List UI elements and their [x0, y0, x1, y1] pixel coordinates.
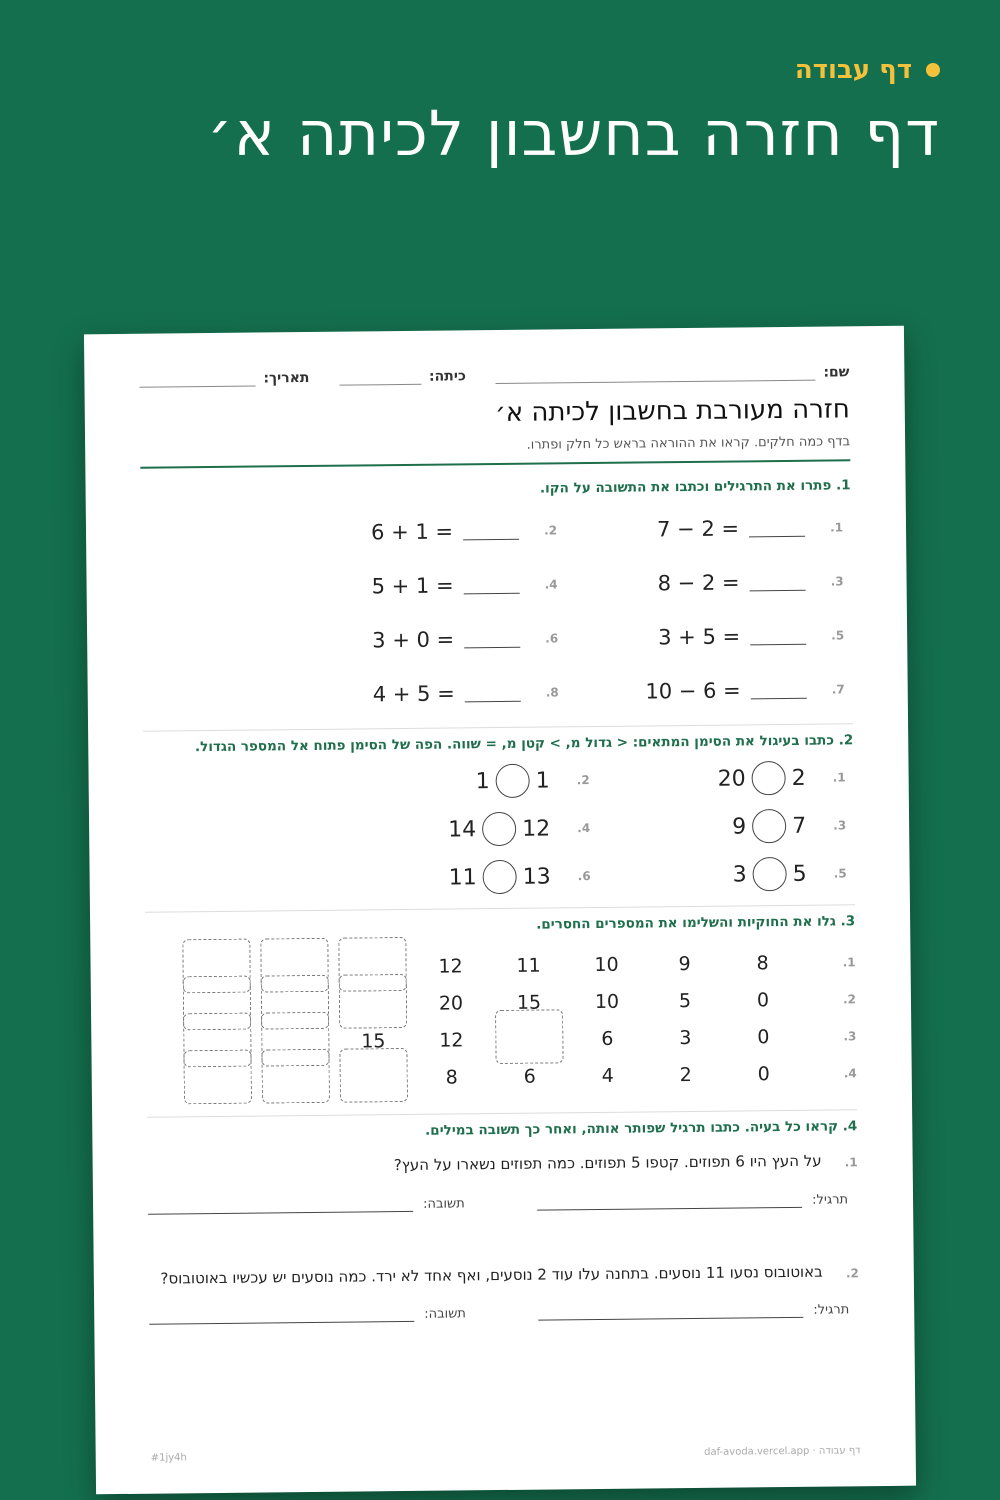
sign-circle[interactable]	[482, 860, 516, 894]
compare-left: 12	[522, 815, 551, 842]
compare-right: 9	[732, 813, 747, 840]
exercise-expr: 8 − 2 =	[657, 570, 740, 596]
item-number: 2.	[576, 773, 590, 788]
item-number: 2.	[845, 1265, 859, 1280]
sequence-cell: 20	[438, 991, 464, 1015]
date-field[interactable]	[139, 370, 309, 388]
sign-circle[interactable]	[751, 761, 785, 795]
exercise-label: תרגיל:	[813, 1302, 850, 1318]
answer-line[interactable]	[465, 684, 521, 703]
banner	[207, 55, 940, 170]
exercise-item	[557, 569, 843, 596]
sheet-footer	[151, 1445, 861, 1463]
class-field[interactable]	[339, 368, 466, 385]
sequence-cell: 0	[757, 1025, 770, 1048]
compare-item	[590, 808, 846, 845]
problem-text: באוטובוס נסעו 11 נוסעים. בתחנה עלו עוד 2 נוסעים, ואף אחד לא ירד. כמה נוסעים יש עכשיו באוטובוס?	[160, 1262, 823, 1288]
item-number: 4.	[577, 821, 591, 836]
sheet-title: חזרה מעורבת בחשבון לכיתה א׳	[494, 394, 850, 429]
date-label: תאריך:	[263, 369, 310, 387]
compare-grid	[143, 760, 854, 897]
sequence-cell: 10	[594, 953, 619, 976]
item-number: 5.	[831, 628, 845, 643]
item-number: 3.	[833, 818, 847, 833]
name-label: שם:	[823, 364, 850, 381]
section-4-title: 4. קראו כל בעיה. כתבו תרגיל שפותר אותה, ואחר כך תשובה במילים.	[425, 1118, 858, 1139]
sign-circle[interactable]	[752, 809, 786, 843]
section-1	[141, 477, 853, 708]
sequence-blank[interactable]	[334, 1048, 413, 1108]
exercise-line[interactable]	[537, 1195, 802, 1210]
problem-text: על העץ היו 6 תפוזים. קטפו 5 תפוזים. כמה תפוזים נשארו על העץ?	[393, 1151, 822, 1175]
sequence-blank[interactable]	[256, 1049, 335, 1109]
compare-item	[333, 763, 589, 800]
item-number: 7.	[831, 682, 845, 697]
exercise-expr: 7 − 2 =	[656, 516, 740, 542]
exercise-expr: 6 + 1 =	[370, 519, 454, 545]
answer-line[interactable]	[464, 576, 520, 595]
sequence-cell: 2	[679, 1063, 692, 1086]
answer-line[interactable]	[148, 1199, 413, 1214]
compare-item	[334, 811, 590, 848]
section-divider	[145, 904, 855, 912]
section-2	[143, 732, 855, 897]
section-3-title: 3. גלו את החוקיות והשלימו את המספרים החסרים.	[536, 913, 856, 933]
compare-right: 11	[448, 864, 477, 891]
name-line[interactable]	[495, 367, 815, 384]
worksheet	[84, 326, 916, 1495]
title-divider	[140, 459, 850, 468]
name-field[interactable]	[495, 364, 849, 384]
sequence-cell: 15	[361, 1029, 386, 1052]
sequence-cell: 6	[601, 1027, 614, 1050]
exercise-item	[272, 626, 558, 653]
footer-url: דף עבודה · daf-avoda.vercel.app	[704, 1445, 861, 1458]
item-number: 1.	[830, 520, 844, 535]
answer-line[interactable]	[750, 627, 806, 646]
section-4	[147, 1118, 859, 1324]
sequence-cell: 3	[679, 1026, 692, 1049]
answer-label: תשובה:	[424, 1306, 466, 1322]
exercise-item	[273, 680, 559, 707]
answer-line[interactable]	[464, 630, 520, 649]
exercise-label: תרגיל:	[812, 1191, 849, 1208]
item-number: 3.	[843, 1028, 857, 1043]
answer-label: תשובה:	[422, 1195, 465, 1212]
exercise-item	[559, 677, 845, 704]
compare-left: 1	[535, 767, 550, 794]
answer-line[interactable]	[149, 1310, 414, 1325]
exercise-field[interactable]	[537, 1192, 848, 1210]
section-divider	[143, 723, 853, 731]
footer-code: #1jy4h	[150, 1452, 187, 1464]
exercise-item	[558, 623, 844, 650]
item-number: 6.	[577, 869, 591, 884]
exercise-expr: 5 + 1 =	[371, 573, 454, 599]
answer-field[interactable]	[149, 1306, 466, 1324]
sequence-cell: 0	[756, 988, 770, 1011]
exercise-item	[271, 518, 557, 545]
compare-left: 5	[792, 861, 807, 887]
sequence-cell: 8	[756, 951, 769, 974]
exercise-expr: 10 − 6 =	[645, 678, 741, 704]
exercise-expr: 4 + 5 =	[372, 681, 455, 707]
item-number: 8.	[545, 685, 559, 700]
section-2-title: 2. כתבו בעיגול את הסימן המתאים: < גדול מ, > קטן מ, = שווה. הפה של הסימן פתוח אל המספר הגדול.	[194, 732, 854, 756]
sequence-cell: 0	[757, 1062, 770, 1085]
compare-right: 1	[475, 768, 490, 794]
sequence-cell: 6	[523, 1065, 536, 1088]
compare-right: 3	[732, 861, 747, 888]
answer-field[interactable]	[148, 1196, 465, 1214]
word-problem	[149, 1259, 860, 1325]
sequence-cell: 15	[516, 991, 542, 1014]
exercise-expr: 3 + 0 =	[372, 627, 455, 653]
section-3	[145, 913, 857, 1110]
sequence-cell: 11	[516, 954, 541, 977]
compare-right: 20	[717, 765, 746, 792]
item-number: 4.	[544, 577, 558, 592]
compare-item	[590, 856, 846, 893]
answer-line[interactable]	[749, 519, 805, 538]
item-number: 1.	[832, 770, 846, 785]
item-number: 3.	[830, 574, 844, 589]
class-line[interactable]	[339, 371, 421, 386]
item-number: 1.	[842, 954, 856, 969]
sequence-cell: 10	[594, 990, 620, 1013]
exercise-item	[271, 572, 557, 599]
compare-item	[589, 760, 845, 797]
sequence-cell: 12	[439, 1028, 464, 1052]
section-1-title: 1. פתרו את התרגילים וכתבו את התשובה על הקו.	[539, 477, 851, 497]
sequence-cell: 4	[601, 1064, 614, 1087]
exercise-field[interactable]	[538, 1302, 849, 1320]
compare-right: 14	[448, 816, 477, 843]
sequence-blank[interactable]	[178, 1050, 257, 1110]
compare-left: 13	[522, 863, 551, 890]
section-divider	[147, 1109, 857, 1117]
item-number: 2.	[544, 523, 558, 538]
sequence-table	[145, 943, 857, 1110]
sequence-blank[interactable]	[490, 1009, 569, 1069]
compare-left: 7	[792, 813, 807, 839]
class-label: כיתה:	[428, 368, 466, 385]
exercise-item	[557, 515, 843, 542]
bullet-dot-icon	[926, 63, 940, 77]
sign-circle[interactable]	[752, 857, 786, 891]
answer-line[interactable]	[751, 681, 807, 700]
date-line[interactable]	[139, 373, 255, 388]
answer-line[interactable]	[463, 522, 519, 541]
banner-eyebrow	[207, 55, 940, 85]
eyebrow-label: דף עבודה	[794, 55, 912, 85]
sequence-cell: 5	[678, 989, 692, 1012]
word-problem	[148, 1148, 859, 1214]
exercise-expr: 3 + 5 =	[658, 624, 741, 650]
sheet-subtitle: בדף כמה חלקים. קראו את ההוראה בראש כל חלק ופתרו.	[526, 434, 851, 453]
compare-left: 2	[791, 765, 806, 791]
sign-circle[interactable]	[482, 812, 516, 846]
sequence-cell: 12	[438, 954, 463, 978]
item-number: 6.	[545, 631, 559, 646]
item-number: 5.	[833, 866, 847, 881]
exercise-line[interactable]	[538, 1306, 803, 1321]
item-number: 2.	[842, 991, 857, 1006]
sign-circle[interactable]	[495, 764, 529, 798]
sequence-cell: 9	[678, 952, 691, 975]
sequence-blank[interactable]	[334, 974, 413, 1034]
item-number: 4.	[843, 1065, 857, 1080]
answer-line[interactable]	[749, 573, 805, 592]
student-fields	[139, 364, 849, 387]
compare-item	[334, 859, 590, 896]
exercise-grid	[141, 515, 853, 708]
sequence-cell: 8	[445, 1065, 458, 1089]
banner-title: דף חזרה בחשבון לכיתה א׳	[206, 97, 940, 170]
item-number: 1.	[844, 1155, 858, 1170]
